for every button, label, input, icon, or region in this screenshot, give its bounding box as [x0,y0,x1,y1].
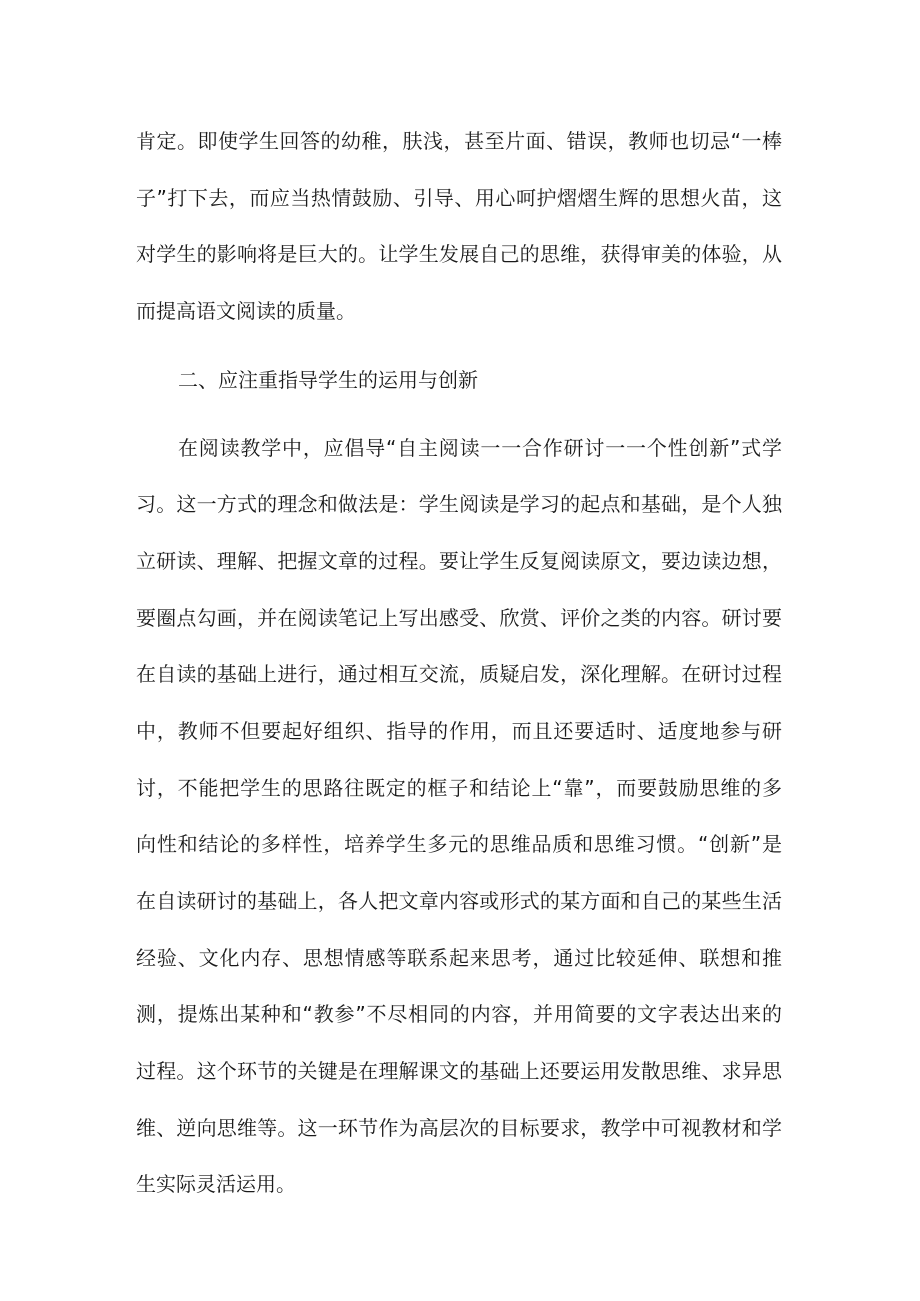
paragraph-1-line-3: 对学生的影响将是巨大的。让学生发展自己的思维，获得审美的体验，从 [136,242,782,266]
paragraph-2-line-13: 维、逆向思维等。这一环节作为高层次的目标要求，教学中可视教材和学 [136,1116,782,1140]
paragraph-2-line-2: 习。这一方式的理念和做法是：学生阅读是学习的起点和基础，是个人独 [136,492,782,516]
paragraph-2-line-7: 讨，不能把学生的思路往既定的框子和结论上“靠”，而要鼓励思维的多 [136,776,782,800]
section-heading: 二、应注重指导学生的运用与创新 [178,368,478,392]
paragraph-2-line-12: 过程。这个环节的关键是在理解课文的基础上还要运用发散思维、求异思 [136,1059,782,1083]
paragraph-2-line-4: 要圈点勾画，并在阅读笔记上写出感受、欣赏、评价之类的内容。研讨要 [136,606,782,630]
paragraph-2-line-3: 立研读、理解、把握文章的过程。要让学生反复阅读原文，要边读边想， [136,549,782,573]
paragraph-1-line-2: 子”打下去，而应当热情鼓励、引导、用心呵护熠熠生辉的思想火苗，这 [136,186,782,210]
paragraph-1-line-4: 而提高语文阅读的质量。 [136,299,356,323]
paragraph-2-line-1: 在阅读教学中，应倡导“自主阅读一一合作研讨一一个性创新”式学 [178,436,782,460]
paragraph-2-line-5: 在自读的基础上进行，通过相互交流，质疑启发，深化理解。在研讨过程 [136,662,782,686]
paragraph-2-line-11: 测，提炼出某种和“教参”不尽相同的内容，并用简要的文字表达出来的 [136,1002,782,1026]
paragraph-1-line-1: 肯定。即使学生回答的幼稚，肤浅，甚至片面、错误，教师也切忌“一棒 [136,129,782,153]
paragraph-2-line-8: 向性和结论的多样性，培养学生多元的思维品质和思维习惯。“创新”是 [136,832,782,856]
paragraph-2-line-9: 在自读研讨的基础上，各人把文章内容或形式的某方面和自己的某些生活 [136,889,782,913]
paragraph-2-line-14: 生实际灵活运用。 [136,1172,296,1196]
paragraph-2-line-6: 中，教师不但要起好组织、指导的作用，而且还要适时、适度地参与研 [136,719,782,743]
paragraph-2-line-10: 经验、文化内存、思想情感等联系起来思考，通过比较延伸、联想和推 [136,946,782,970]
